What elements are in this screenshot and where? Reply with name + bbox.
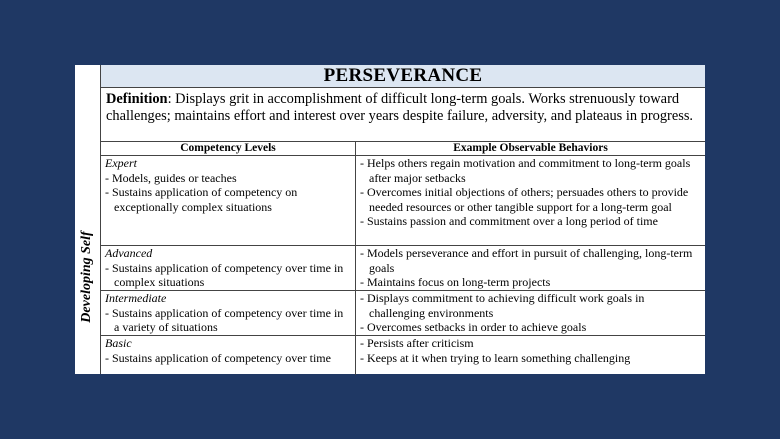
table-row: [101, 156, 705, 246]
behavior-item: - Persists after criticism: [360, 336, 474, 350]
behaviors-cell: [356, 246, 705, 290]
behavior-item: - Maintains focus on long-term projects: [360, 275, 551, 290]
definition-label: Definition: [106, 91, 168, 107]
competency-cell: [101, 336, 356, 375]
competency-item: - Sustains application of competency over time in complex situations: [105, 260, 344, 290]
competency-item: - Models, guides or teaches: [105, 170, 237, 185]
competency-item: - Sustains application of competency over time: [105, 350, 331, 365]
level-label: Advanced: [105, 246, 153, 260]
level-label: Basic: [105, 336, 132, 350]
behavior-item: - Models perseverance and effort in pursuit of challenging, long-term goals: [360, 246, 693, 275]
behavior-item: - Overcomes initial objections of others; persuades others to provide needed resources or other tangible support for a long-term goal: [360, 185, 689, 214]
table-row: [101, 246, 705, 291]
competency-item: - Sustains application of competency over time in a variety of situations: [105, 305, 344, 335]
table-row: [101, 291, 705, 336]
definition: [101, 88, 705, 142]
page-title: PERSEVERANCE: [101, 65, 705, 88]
competency-cell: [101, 291, 356, 335]
behaviors-cell: [356, 291, 705, 335]
competency-cell: [101, 246, 356, 290]
behavior-item: - Sustains passion and commitment over a long period of time: [360, 214, 658, 229]
competency-cell: [101, 156, 356, 245]
level-label: Intermediate: [105, 291, 167, 305]
side-label: Developing Self: [79, 231, 94, 323]
definition-text: : Displays grit in accomplishment of difficult long-term goals. Works strenuously toward challenges; maintains effort and interest over years despite failure, adversity, and plateaus in progress.: [106, 91, 694, 124]
behavior-item: - Displays commitment to achieving difficult work goals in challenging environments: [360, 291, 645, 320]
side-column: [75, 65, 101, 374]
behaviors-cell: [356, 156, 705, 245]
level-label: Expert: [105, 156, 137, 170]
table-header: [101, 142, 705, 156]
behavior-item: - Helps others regain motivation and commitment to long-term goals after major setbacks: [360, 156, 691, 185]
competency-table: [101, 65, 705, 374]
table-row: [101, 336, 705, 375]
behavior-item: - Overcomes setbacks in order to achieve goals: [360, 320, 587, 335]
header-competency: Competency Levels: [101, 142, 356, 155]
behavior-item: - Keeps at it when trying to learn something challenging: [360, 350, 631, 365]
competency-item: - Sustains application of competency on exceptionally complex situations: [105, 185, 298, 214]
behaviors-cell: [356, 336, 705, 375]
competency-card: [75, 65, 705, 374]
header-behaviors: Example Observable Behaviors: [453, 142, 608, 154]
